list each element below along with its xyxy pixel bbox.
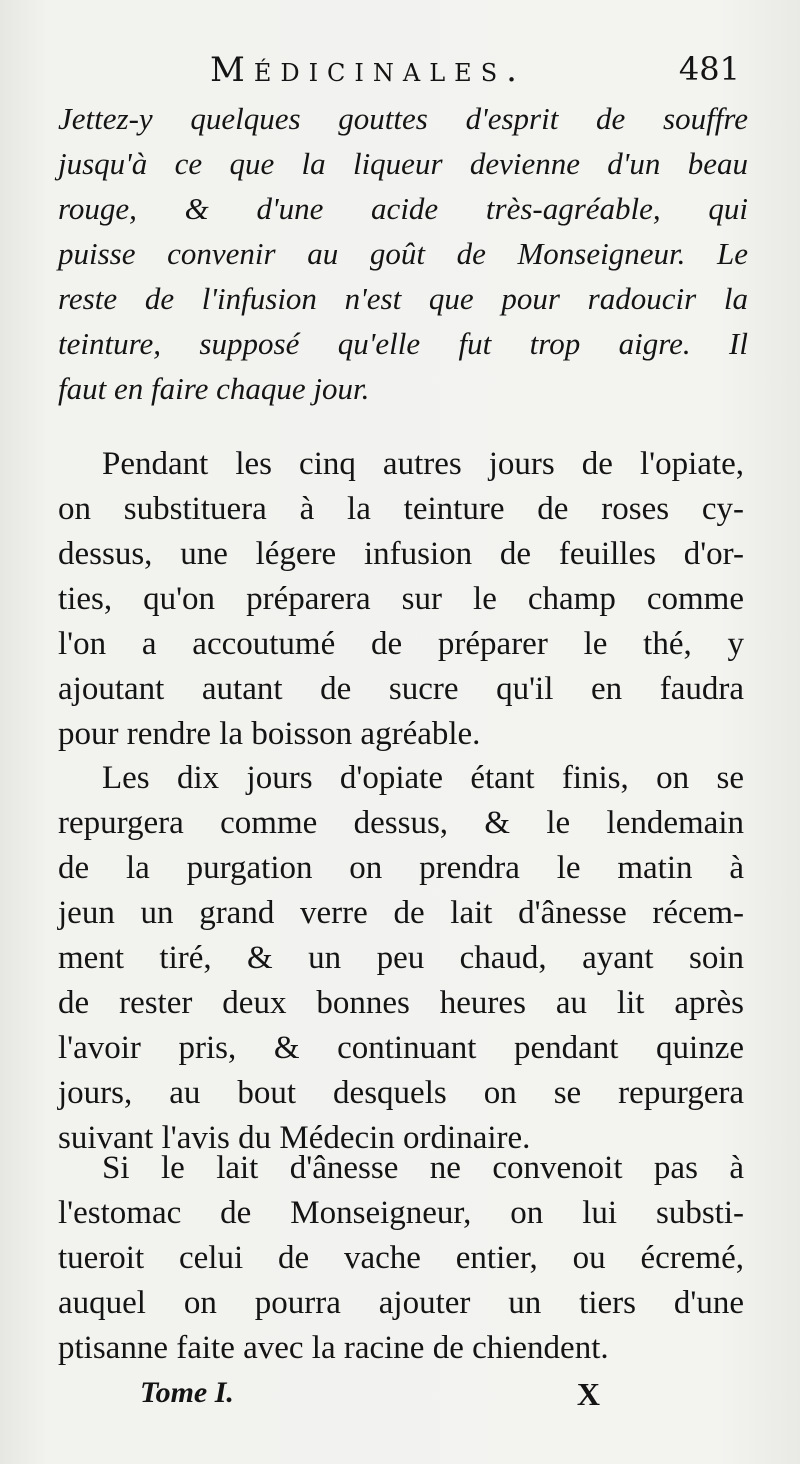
- text-line: repurgera comme dessus, & le lendemain: [58, 805, 744, 841]
- volume-signature: Tome I.: [140, 1376, 234, 1409]
- text-line: Pendant les cinq autres jours de l'opiate,: [102, 446, 744, 482]
- paragraph-vache: [58, 1146, 744, 1371]
- text-line: l'avoir pris, & continuant pendant quinze: [58, 1030, 744, 1066]
- text-line: teinture, supposé qu'elle fut trop aigre. Il: [58, 326, 748, 361]
- text-line: Les dix jours d'opiate étant finis, on se: [102, 760, 744, 796]
- text-line: on substituera à la teinture de roses cy-: [58, 491, 744, 527]
- text-line: jusqu'à ce que la liqueur devienne d'un beau: [58, 146, 748, 181]
- text-line: ment tiré, & un peu chaud, ayant soin: [58, 940, 744, 976]
- text-line: l'estomac de Monseigneur, on lui substi-: [58, 1195, 744, 1231]
- text-line: l'on a accoutumé de préparer le thé, y: [58, 626, 744, 662]
- text-line: ptisanne faite avec la racine de chiendent.: [58, 1330, 609, 1366]
- text-line: jeun un grand verre de lait d'ânesse récem-: [58, 895, 744, 931]
- text-line: suivant l'avis du Médecin ordinaire.: [58, 1120, 531, 1156]
- italic-recipe-text: [58, 96, 748, 411]
- text-line: de la purgation on prendra le matin à: [58, 850, 744, 886]
- text-line: rouge, & d'une acide très-agréable, qui: [58, 191, 748, 226]
- text-line: de rester deux bonnes heures au lit après: [58, 985, 744, 1021]
- text-line: dessus, une légere infusion de feuilles d'or-: [58, 536, 744, 572]
- text-line: ajoutant autant de sucre qu'il en faudra: [58, 671, 744, 707]
- text-line: faut en faire chaque jour.: [58, 371, 370, 406]
- text-line: pour rendre la boisson agréable.: [58, 716, 481, 752]
- paragraph-opiate: [58, 442, 744, 757]
- text-line: Si le lait d'ânesse ne convenoit pas à: [102, 1150, 744, 1186]
- text-line: Jettez-y quelques gouttes d'esprit de souffre: [58, 101, 748, 136]
- gathering-signature: X: [576, 1376, 600, 1412]
- text-line: jours, au bout desquels on se repurgera: [58, 1075, 744, 1111]
- text-line: ties, qu'on préparera sur le champ comme: [58, 581, 744, 617]
- text-line: puisse convenir au goût de Monseigneur. Le: [58, 236, 748, 271]
- text-line: tueroit celui de vache entier, ou écremé,: [58, 1240, 744, 1276]
- running-title: Médicinales.: [210, 50, 526, 90]
- page-number: 481: [678, 50, 740, 88]
- text-line: reste de l'infusion n'est que pour radoucir la: [58, 281, 748, 316]
- page-header: [210, 50, 740, 94]
- text-line: auquel on pourra ajouter un tiers d'une: [58, 1285, 744, 1321]
- paragraph-lait: [58, 756, 744, 1161]
- page-footer: [140, 1376, 600, 1416]
